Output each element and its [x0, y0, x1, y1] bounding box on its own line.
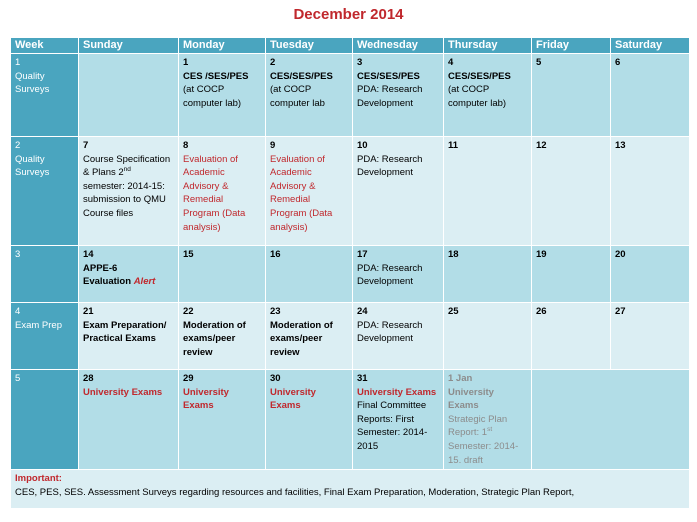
- day-cell-28: [79, 370, 179, 470]
- day-number: 17: [357, 249, 368, 260]
- day-number: 28: [83, 373, 94, 384]
- day-number: 12: [536, 140, 547, 151]
- day-number: 31: [357, 373, 368, 384]
- header-thursday: Thursday: [444, 38, 532, 54]
- week-cell-4: [11, 303, 79, 370]
- day-number: 14: [83, 249, 94, 260]
- day-cell-13: [611, 137, 690, 246]
- week-row-2: [11, 137, 690, 246]
- event-text: University Exams: [270, 386, 316, 412]
- event-text: Moderation of exams/peer review: [183, 319, 246, 358]
- day-number: 24: [357, 306, 368, 317]
- day-number: 9: [270, 140, 276, 151]
- event-text: University Exams: [83, 386, 163, 398]
- day-cell-26: [532, 303, 611, 370]
- ordinal-suffix: st: [487, 426, 493, 434]
- week-row-3: [11, 246, 690, 303]
- day-number: 23: [270, 306, 281, 317]
- day-cell-17: [353, 246, 444, 303]
- event-title: CES /SES/PES: [183, 70, 249, 82]
- day-number: 29: [183, 373, 194, 384]
- event-text: [83, 153, 174, 221]
- day-number: 1: [183, 57, 189, 68]
- week-cell-3: [11, 246, 79, 303]
- day-cell-8: [179, 137, 266, 246]
- day-number: 4: [448, 57, 454, 68]
- day-number: 8: [183, 140, 189, 151]
- day-cell-31: [353, 370, 444, 470]
- day-cell-22: [179, 303, 266, 370]
- ordinal-suffix: nd: [123, 166, 131, 174]
- day-cell-15: [179, 246, 266, 303]
- event-title: APPE-6: [83, 262, 118, 274]
- header-wednesday: Wednesday: [353, 38, 444, 54]
- day-cell-10: [353, 137, 444, 246]
- day-number: 22: [183, 306, 194, 317]
- day-number: 7: [83, 140, 89, 151]
- day-number: 21: [83, 306, 94, 317]
- day-cell-3: [353, 54, 444, 137]
- week-row-5: [11, 370, 690, 470]
- event-text: (at COCP computer lab): [448, 84, 507, 109]
- header-row: [11, 38, 690, 54]
- day-cell-1: [179, 54, 266, 137]
- day-number: 20: [615, 249, 626, 260]
- week-cell-2: [11, 137, 79, 246]
- event-title: University Exams: [357, 386, 437, 398]
- day-number: 30: [270, 373, 281, 384]
- day-cell-4: [444, 54, 532, 137]
- day-number: 18: [448, 249, 459, 260]
- day-number: 27: [615, 306, 626, 317]
- event-text: Evaluation of Academic Advisory & Remedial Program (Data analysis): [183, 153, 246, 233]
- day-cell-jan-1: [444, 370, 532, 470]
- event-title: CES/SES/PES: [357, 70, 420, 82]
- day-cell-18: [444, 246, 532, 303]
- day-cell-9: [266, 137, 353, 246]
- day-cell-24: [353, 303, 444, 370]
- day-cell-27: [611, 303, 690, 370]
- day-cell-11: [444, 137, 532, 246]
- event-text-part: Semester: 2014-15. draft: [448, 440, 519, 466]
- header-sunday: Sunday: [79, 38, 179, 54]
- day-number: 3: [357, 57, 363, 68]
- day-number: 13: [615, 140, 626, 151]
- event-text-part: Course Specification & Plans 2: [83, 153, 171, 179]
- event-title: CES/SES/PES: [448, 70, 511, 82]
- event-text: University Exams: [183, 386, 229, 412]
- day-cell-12: [532, 137, 611, 246]
- day-number: 19: [536, 249, 547, 260]
- day-cell-empty: [532, 370, 690, 470]
- day-number: 26: [536, 306, 547, 317]
- calendar-title: December 2014: [293, 6, 404, 23]
- week-number: 5: [15, 373, 21, 384]
- day-number: 10: [357, 140, 368, 151]
- event-text: PDA: Research Development: [357, 84, 423, 109]
- week-number: 1: [15, 57, 21, 68]
- event-text: PDA: Research Development: [357, 262, 423, 288]
- day-cell-30: [266, 370, 353, 470]
- event-text: [83, 275, 174, 289]
- week-label: Quality Surveys: [15, 70, 50, 96]
- event-text: PDA: Research Development: [357, 319, 423, 345]
- event-text: PDA: Research Development: [357, 153, 423, 179]
- header-monday: Monday: [179, 38, 266, 54]
- day-number: 5: [536, 57, 542, 68]
- day-cell-7: [79, 137, 179, 246]
- week-cell-5: [11, 370, 79, 470]
- event-text: Final Committee Reports: First Semester: 2014-2015: [357, 400, 428, 452]
- event-text: (at COCP computer lab: [270, 84, 325, 109]
- week-label: Quality Surveys: [15, 153, 50, 179]
- important-label: Important:: [15, 473, 62, 485]
- day-cell-29: [179, 370, 266, 470]
- header-week: Week: [11, 38, 79, 54]
- day-cell-14: [79, 246, 179, 303]
- day-cell-23: [266, 303, 353, 370]
- day-number: 11: [448, 140, 459, 151]
- alert-label: Alert: [133, 276, 156, 288]
- day-number: 1 Jan: [448, 373, 473, 384]
- event-text: Exam Preparation/ Practical Exams: [83, 319, 167, 345]
- event-text: Evaluation of Academic Advisory & Remedial Program (Data analysis): [270, 153, 333, 233]
- day-cell-empty: [79, 54, 179, 137]
- week-number: 2: [15, 140, 21, 151]
- event-title: University Exams: [448, 386, 494, 412]
- event-text-part: Evaluation: [83, 276, 132, 288]
- event-text: (at COCP computer lab): [183, 84, 242, 109]
- event-text-part: semester: 2014-15: submission to QMU Course files: [83, 180, 166, 219]
- day-cell-2: [266, 54, 353, 137]
- header-tuesday: Tuesday: [266, 38, 353, 54]
- event-text: [448, 413, 527, 467]
- important-note: CES, PES, SES. Assessment Surveys regarding resources and facilities, Final Exam Preparation, Moderation, Strategic Plan Report,: [15, 486, 575, 498]
- day-cell-21: [79, 303, 179, 370]
- week-label: Exam Prep: [15, 319, 62, 331]
- week-number: 4: [15, 306, 21, 317]
- week-cell-1: [11, 54, 79, 137]
- day-cell-6: [611, 54, 690, 137]
- footer-cell: [11, 470, 690, 509]
- day-cell-20: [611, 246, 690, 303]
- header-friday: Friday: [532, 38, 611, 54]
- header-saturday: Saturday: [611, 38, 690, 54]
- event-text: Moderation of exams/peer review: [270, 319, 333, 358]
- calendar-table: [10, 37, 690, 509]
- day-number: 25: [448, 306, 459, 317]
- event-text-part: Strategic Plan Report: 1: [448, 413, 508, 439]
- day-number: 2: [270, 57, 276, 68]
- day-cell-16: [266, 246, 353, 303]
- day-number: 16: [270, 249, 281, 260]
- footer-row: [11, 470, 690, 509]
- week-row-1: [11, 54, 690, 137]
- day-cell-25: [444, 303, 532, 370]
- day-cell-19: [532, 246, 611, 303]
- day-number: 15: [183, 249, 194, 260]
- week-number: 3: [15, 249, 21, 260]
- day-number: 6: [615, 57, 621, 68]
- day-cell-5: [532, 54, 611, 137]
- week-row-4: [11, 303, 690, 370]
- event-title: CES/SES/PES: [270, 70, 333, 82]
